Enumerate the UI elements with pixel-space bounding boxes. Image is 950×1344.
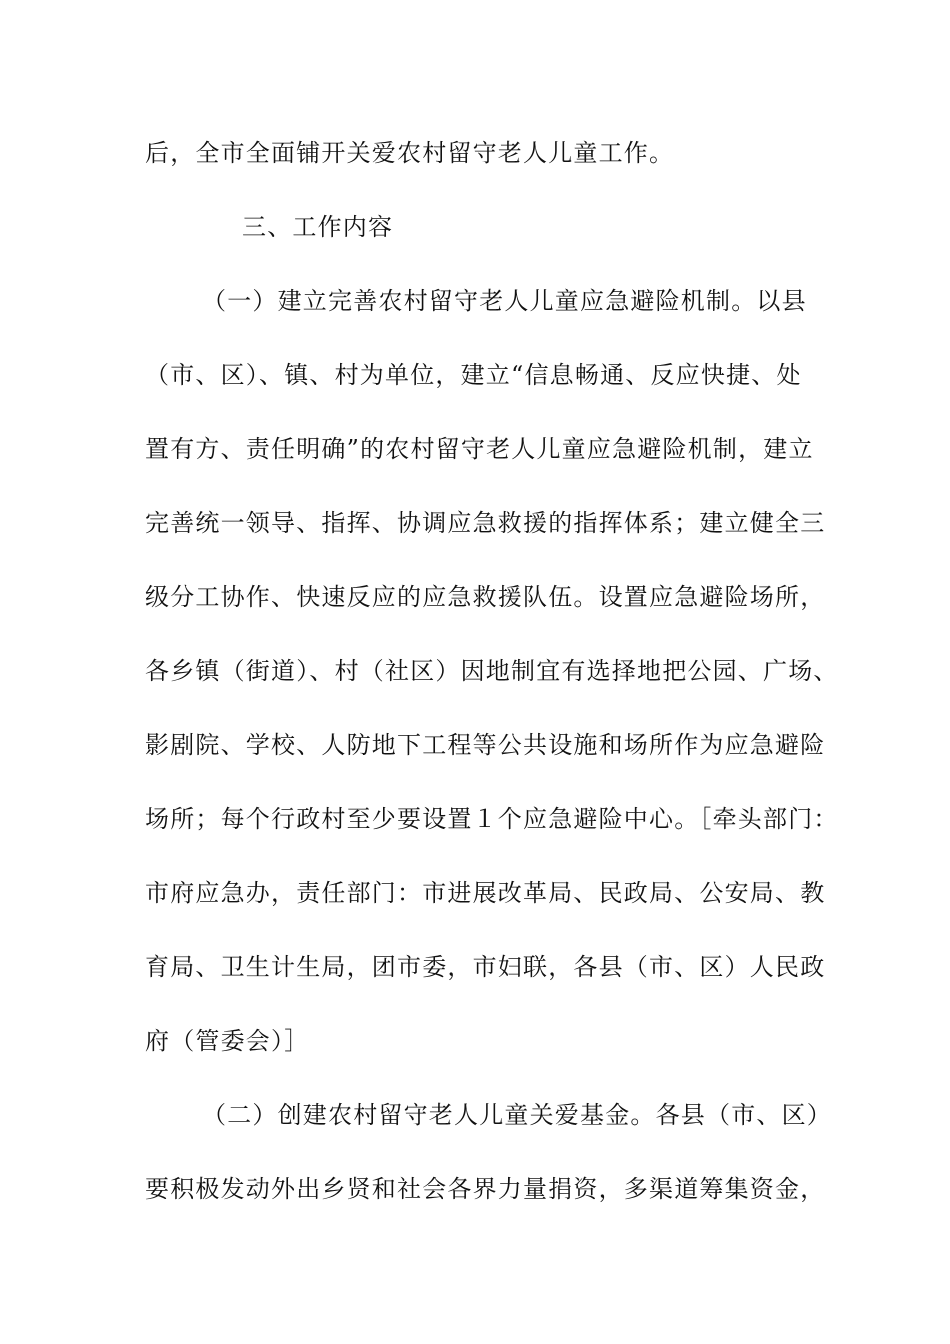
section-heading: 三、工作内容 [242, 213, 394, 241]
paragraph-1-line-7: 影剧院、学校、人防地下工程等公共设施和场所作为应急避险 [145, 731, 826, 759]
paragraph-1-line-5: 级分工协作、快速反应的应急救援队伍。设置应急避险场所， [145, 583, 826, 611]
paragraph-1-line-2: （市、区）、镇、村为单位，建立“信息畅通、反应快捷、处 [145, 361, 802, 389]
paragraph-1-line-11: 府（管委会）］ [145, 1027, 310, 1055]
paragraph-1-line-9: 市府应急办，责任部门：市进展改革局、民政局、公安局、教 [145, 879, 826, 907]
paragraph-1-line-3: 置有方、责任明确”的农村留守老人儿童应急避险机制，建立 [145, 435, 814, 463]
paragraph-1-line-1: （一）建立完善农村留守老人儿童应急避险机制。以县 [202, 287, 807, 315]
paragraph-1-line-10: 育局、卫生计生局，团市委，市妇联，各县（市、区）人民政 [145, 953, 826, 981]
paragraph-1-line-4: 完善统一领导、指挥、协调应急救援的指挥体系；建立健全三 [145, 509, 826, 537]
paragraph-2-line-1: （二）创建农村留守老人儿童关爱基金。各县（市、区） [202, 1101, 832, 1129]
paragraph-2-line-2: 要积极发动外出乡贤和社会各界力量捐资，多渠道筹集资金， [145, 1175, 826, 1203]
paragraph-1-line-8: 场所；每个行政村至少要设置１个应急避险中心。［牵头部门： [145, 805, 839, 833]
paragraph-1-line-6: 各乡镇（街道）、村（社区）因地制宜有选择地把公园、广场、 [145, 657, 839, 685]
paragraph-line-continuation: 后，全市全面铺开关爱农村留守老人儿童工作。 [145, 139, 675, 167]
